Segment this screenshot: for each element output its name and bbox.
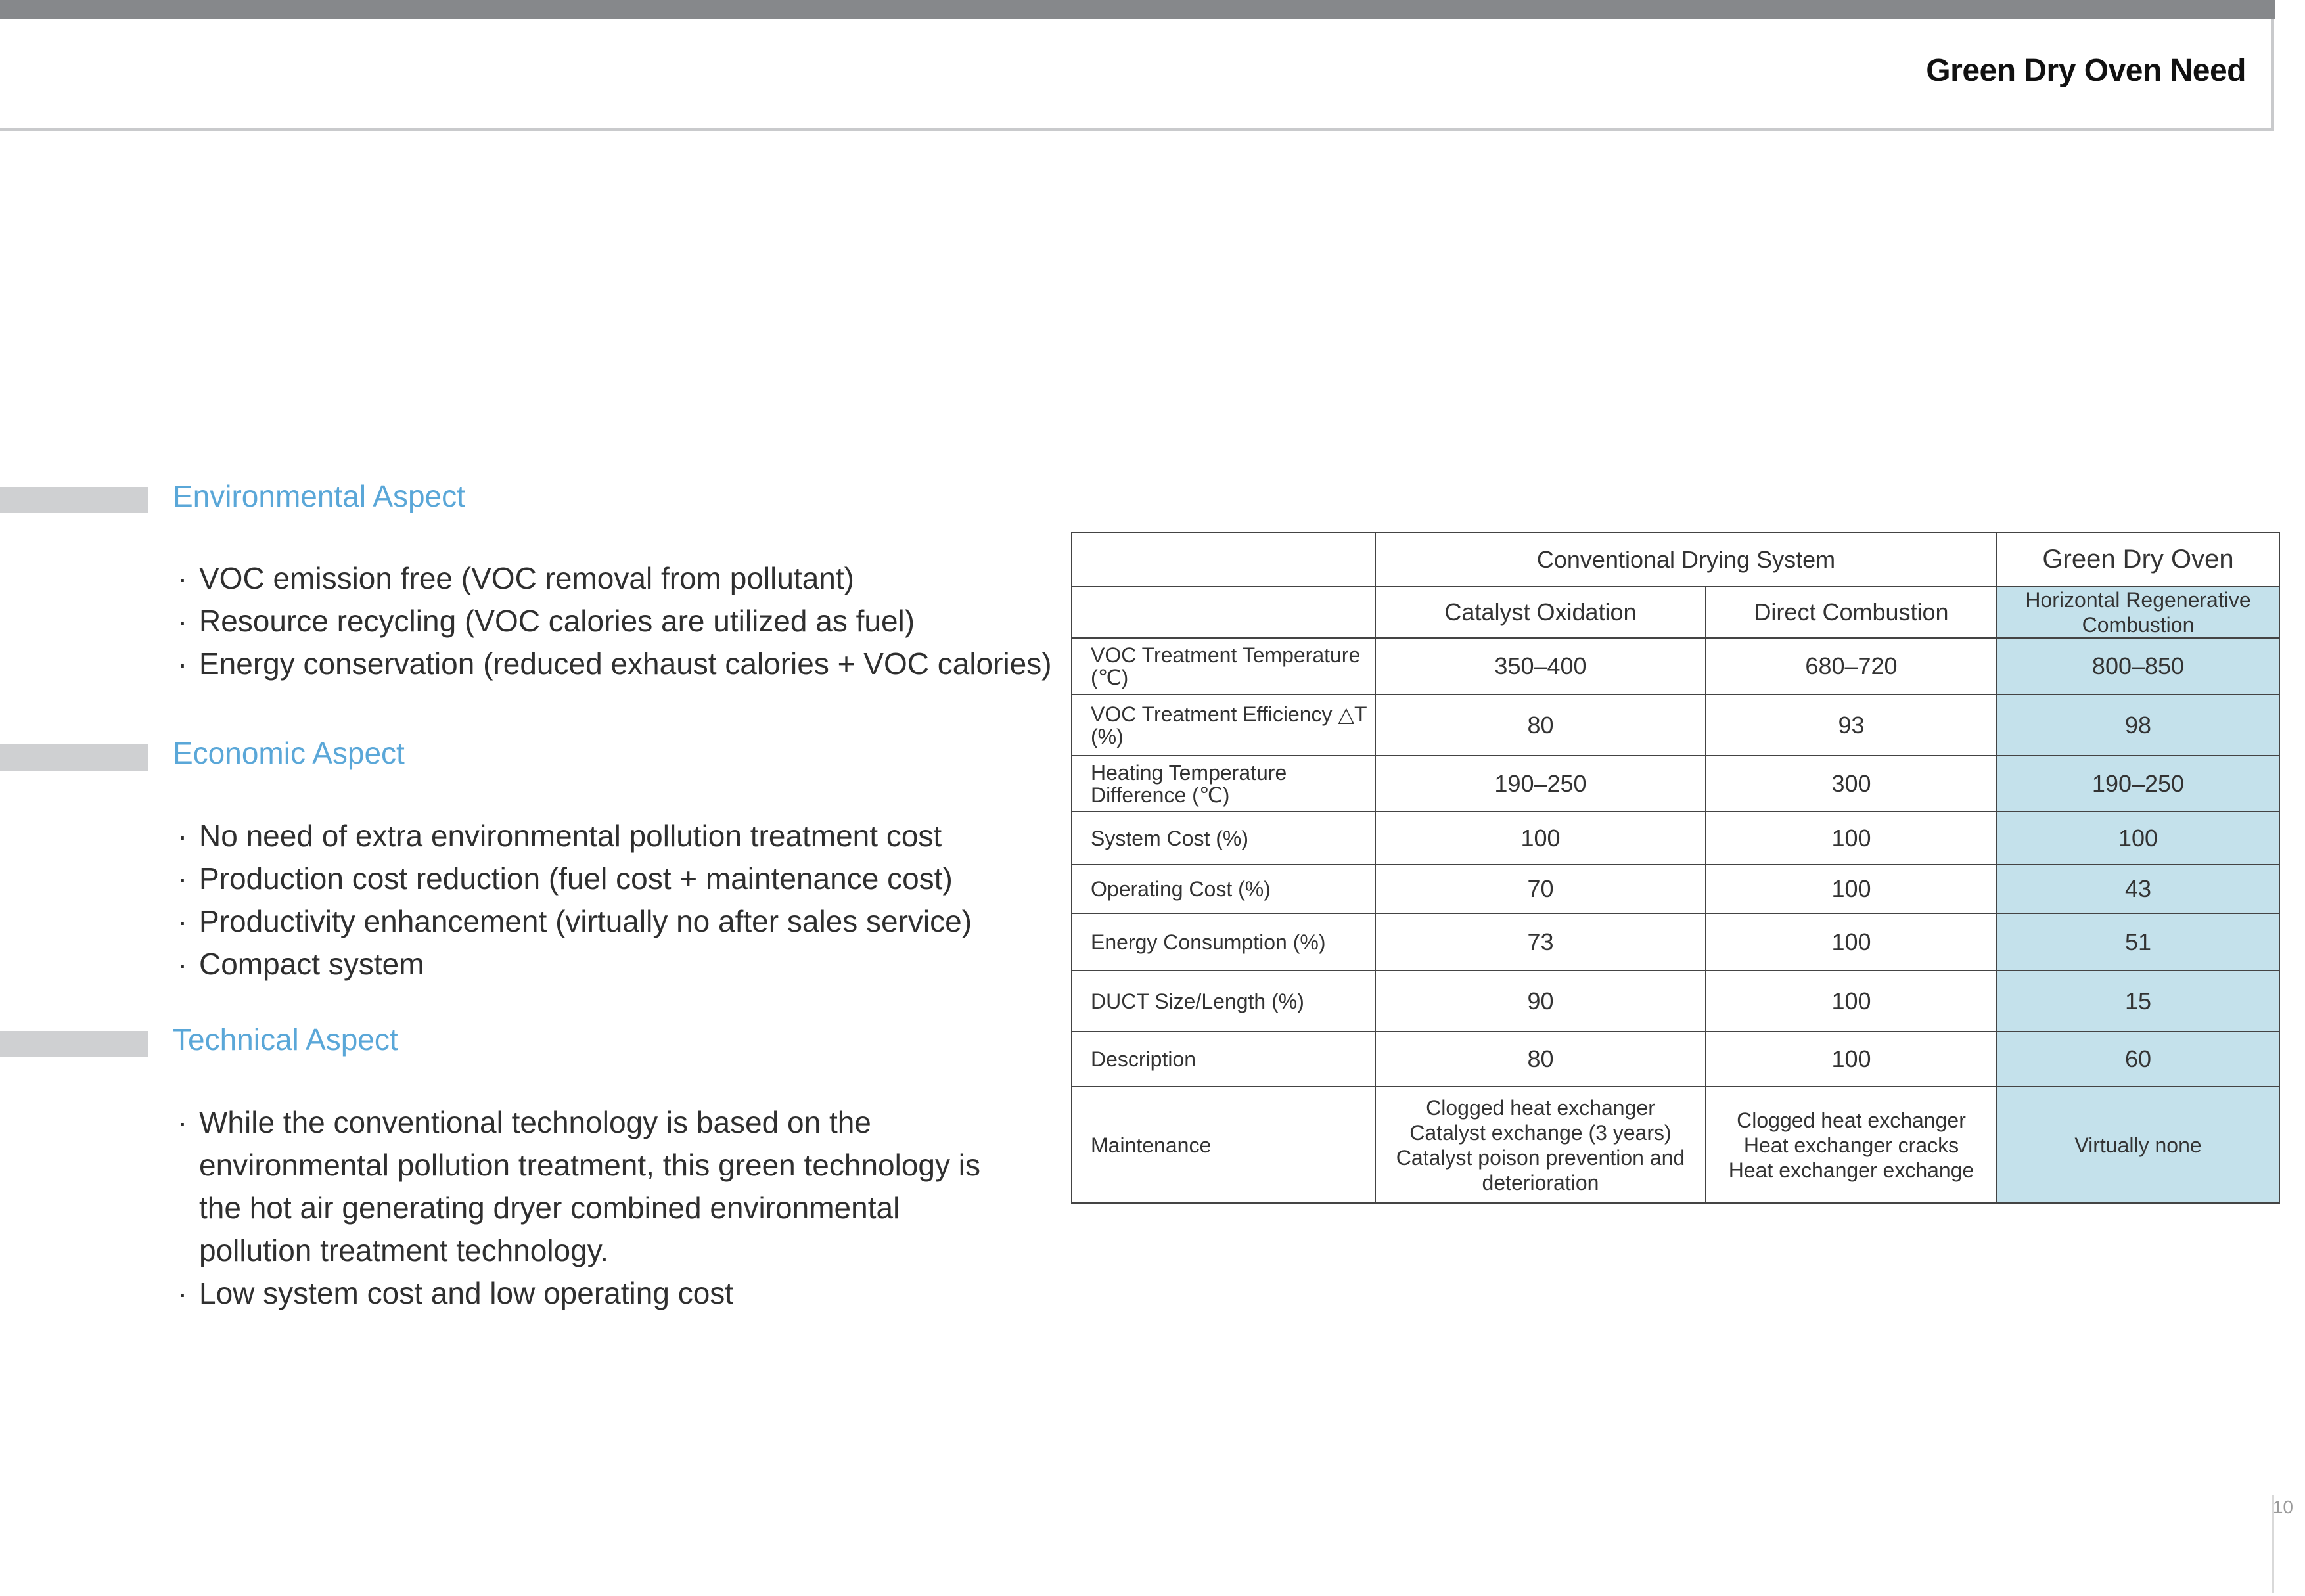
section-bar-economic — [0, 744, 148, 771]
table-cell: 680–720 — [1706, 638, 1997, 695]
page-number: 10 — [2272, 1497, 2293, 1517]
row-label: Heating Temperature Difference (℃) — [1072, 756, 1375, 811]
row-label: DUCT Size/Length (%) — [1072, 970, 1375, 1032]
table-cell: 98 — [1997, 695, 2279, 756]
section-heading-environmental: Environmental Aspect — [173, 479, 465, 513]
table-header-row — [1072, 532, 2279, 587]
table-cell: 190–250 — [1997, 756, 2279, 811]
bullet-marker: · — [177, 604, 188, 638]
table-row — [1072, 1087, 2279, 1203]
table-cell: Clogged heat exchanger Heat exchanger cracks Heat exchanger exchange — [1706, 1087, 1997, 1203]
page-title: Green Dry Oven Need — [1926, 53, 2246, 88]
table-cell: 93 — [1706, 695, 1997, 756]
bullet-item: · Productivity enhancement (virtually no after sales service) — [177, 900, 972, 943]
top-bar — [0, 0, 2275, 19]
bullet-marker: · — [177, 819, 188, 853]
table-cell: 350–400 — [1375, 638, 1706, 695]
bullet-marker: · — [177, 1105, 188, 1139]
comparison-table — [1071, 532, 2280, 1204]
group-header-conventional: Conventional Drying System — [1375, 532, 1997, 587]
table-cell: 190–250 — [1375, 756, 1706, 811]
table-cell: Virtually none — [1997, 1087, 2279, 1203]
table-row — [1072, 638, 2279, 695]
bullet-marker: · — [177, 947, 188, 981]
group-header-green: Green Dry Oven — [1997, 532, 2279, 587]
table-row — [1072, 970, 2279, 1032]
bullet-list-technical — [177, 1101, 1001, 1315]
table-cell: 60 — [1997, 1032, 2279, 1087]
section-bar-environmental — [0, 487, 148, 513]
section-heading-technical: Technical Aspect — [173, 1022, 398, 1057]
table-empty-cell — [1072, 587, 1375, 638]
row-label: VOC Treatment Temperature (℃) — [1072, 638, 1375, 695]
table-cell: Clogged heat exchanger Catalyst exchange (3 years) Catalyst poison prevention and deterioration — [1375, 1087, 1706, 1203]
table-cell: 100 — [1706, 970, 1997, 1032]
table-column-row — [1072, 587, 2279, 638]
bullet-item: · Compact system — [177, 943, 972, 986]
row-label: Description — [1072, 1032, 1375, 1087]
row-label: System Cost (%) — [1072, 811, 1375, 865]
table-cell: 80 — [1375, 1032, 1706, 1087]
table-row — [1072, 913, 2279, 970]
column-header: Direct Combustion — [1706, 587, 1997, 638]
table-cell: 73 — [1375, 913, 1706, 970]
table-cell: 800–850 — [1997, 638, 2279, 695]
bullet-item: · While the conventional technology is based on the environmental pollution treatment, this green technology is the hot air generating dryer combined environmental pollution treatment technology. — [177, 1101, 1001, 1272]
column-header: Horizontal Regenerative Combustion — [1997, 587, 2279, 638]
row-label: Energy Consumption (%) — [1072, 913, 1375, 970]
table-row — [1072, 695, 2279, 756]
table-cell: 100 — [1706, 1032, 1997, 1087]
bullet-item: · Production cost reduction (fuel cost + maintenance cost) — [177, 857, 972, 900]
bullet-item: · Resource recycling (VOC calories are utilized as fuel) — [177, 600, 1052, 643]
row-label: Maintenance — [1072, 1087, 1375, 1203]
table-corner-cell — [1072, 532, 1375, 587]
table-cell: 100 — [1706, 811, 1997, 865]
bullet-marker: · — [177, 1276, 188, 1310]
table-cell: 15 — [1997, 970, 2279, 1032]
bullet-marker: · — [177, 861, 188, 896]
bullet-item: · VOC emission free (VOC removal from pollutant) — [177, 557, 1052, 600]
table-cell: 43 — [1997, 865, 2279, 913]
table-cell: 90 — [1375, 970, 1706, 1032]
table-cell: 100 — [1706, 865, 1997, 913]
column-header: Catalyst Oxidation — [1375, 587, 1706, 638]
table-row — [1072, 865, 2279, 913]
table-row — [1072, 1032, 2279, 1087]
section-heading-economic: Economic Aspect — [173, 736, 405, 770]
row-label: Operating Cost (%) — [1072, 865, 1375, 913]
bullet-item: · No need of extra environmental pollution treatment cost — [177, 815, 972, 857]
bullet-marker: · — [177, 647, 188, 681]
bullet-marker: · — [177, 904, 188, 938]
bullet-marker: · — [177, 561, 188, 595]
table-cell: 300 — [1706, 756, 1997, 811]
bullet-list-environmental — [177, 557, 1052, 685]
table-cell: 51 — [1997, 913, 2279, 970]
table-cell: 100 — [1997, 811, 2279, 865]
table-cell: 80 — [1375, 695, 1706, 756]
row-label: VOC Treatment Efficiency △T (%) — [1072, 695, 1375, 756]
table-cell: 70 — [1375, 865, 1706, 913]
table-cell: 100 — [1375, 811, 1706, 865]
table-cell: 100 — [1706, 913, 1997, 970]
bullet-item: · Low system cost and low operating cost — [177, 1272, 1001, 1315]
table-row — [1072, 756, 2279, 811]
table-row — [1072, 811, 2279, 865]
bullet-list-economic — [177, 815, 972, 986]
section-bar-technical — [0, 1031, 148, 1057]
bullet-item: · Energy conservation (reduced exhaust calories + VOC calories) — [177, 643, 1052, 685]
